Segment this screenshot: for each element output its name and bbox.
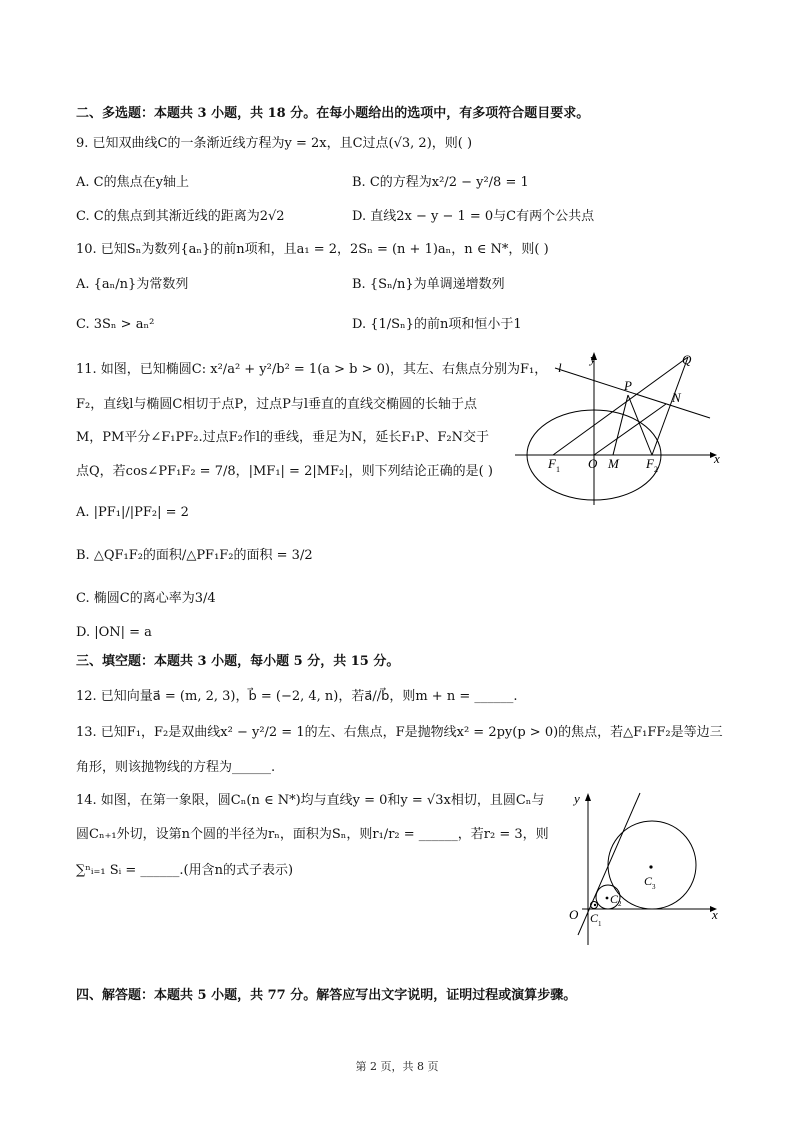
- label-c3-subscript: 3: [652, 883, 656, 891]
- label-x: x: [712, 907, 718, 922]
- section-3-heading: 三、填空题：本题共 3 小题，每小题 5 分，共 15 分。: [76, 654, 400, 669]
- line-f1-q: [553, 357, 688, 455]
- label-y: y: [574, 791, 580, 806]
- center-c3: [649, 865, 652, 868]
- question-13-line-2: 角形，则该抛物线的方程为______.: [76, 760, 276, 775]
- line-p-m: [613, 395, 628, 455]
- q9-option-c: C. C的焦点到其渐近线的距离为2√2: [76, 209, 285, 224]
- label-c2-subscript: 2: [618, 900, 622, 908]
- q11-option-a: A. |PF₁|/|PF₂| = 2: [76, 505, 189, 520]
- center-c1: [594, 904, 596, 906]
- q10-option-b: B. {Sₙ/n}为单调递增数列: [352, 277, 505, 292]
- question-11-line-1: 11. 如图，已知椭圆C: x²/a² + y²/b² = 1(a > b > 0)，其左、右焦点分别为F₁，: [76, 362, 548, 377]
- question-11-line-3: M，PM平分∠F₁PF₂.过点F₂作l的垂线，垂足为N，延长F₁P、F₂N交于: [76, 430, 489, 445]
- question-11-line-2: F₂，直线l与椭圆C相切于点P，过点P与l垂直的直线交椭圆的长轴于点: [76, 397, 477, 412]
- q9-option-a: A. C的焦点在y轴上: [76, 175, 189, 190]
- label-q: Q: [682, 352, 692, 367]
- question-11-line-4: 点Q，若cos∠PF₁F₂ = 7/8，|MF₁| = 2|MF₂|，则下列结论正确的是( ): [76, 464, 493, 479]
- q11-option-d: D. |ON| = a: [76, 625, 152, 640]
- question-14-line-1: 14. 如图，在第一象限，圆Cₙ(n ∈ N*)均与直线y = 0和y = √3x相切，且圆Cₙ与: [76, 793, 545, 808]
- label-c1-subscript: 1: [598, 920, 602, 928]
- label-o: O: [569, 907, 579, 922]
- question-14-line-2: 圆Cₙ₊₁外切，设第n个圆的半径为rₙ，面积为Sₙ，则r₁/r₂ = ______，若r₂ = 3，则: [76, 827, 549, 842]
- line-p-f2: [628, 395, 652, 455]
- q10-option-c: C. 3Sₙ > aₙ²: [76, 317, 155, 332]
- circles-figure: [560, 785, 730, 950]
- y-axis-arrow: [585, 793, 591, 801]
- circle-c3: [608, 821, 696, 909]
- question-14-line-3: ∑ⁿᵢ₌₁ Sᵢ = ______.(用含n的式子表示): [76, 863, 294, 878]
- ellipse-figure: [510, 340, 730, 510]
- label-l: l: [558, 360, 562, 375]
- label-f1: F: [548, 456, 556, 471]
- label-p: P: [624, 378, 632, 393]
- section-2-heading: 二、多选题：本题共 3 小题，共 18 分。在每小题给出的选项中，有多项符合题目要求。: [76, 106, 590, 121]
- tangent-line-l: [555, 368, 710, 418]
- label-c1: C: [590, 911, 599, 925]
- label-m: M: [608, 456, 619, 471]
- line-f2-q: [652, 357, 688, 455]
- question-12: 12. 已知向量a⃗ = (m, 2, 3)，b⃗ = (−2, 4, n)，若a⃗//b⃗，则m + n = ______.: [76, 689, 518, 704]
- q9-option-b: B. C的方程为x²/2 − y²/8 = 1: [352, 175, 529, 190]
- label-n: N: [672, 390, 681, 405]
- q11-option-c: C. 椭圆C的离心率为3/4: [76, 591, 216, 606]
- label-y: y: [590, 351, 596, 366]
- label-o: O: [588, 456, 598, 471]
- line-y-sqrt3x: [578, 793, 640, 935]
- label-c3: C: [644, 874, 653, 888]
- question-13-line-1: 13. 已知F₁，F₂是双曲线x² − y²/2 = 1的左、右焦点，F是抛物线x² = 2py(p > 0)的焦点，若△F₁FF₂是等边三: [76, 725, 723, 740]
- label-f2-subscript: 2: [654, 465, 658, 474]
- q11-option-b: B. △QF₁F₂的面积/△PF₁F₂的面积 = 3/2: [76, 548, 313, 563]
- center-c2: [606, 897, 609, 900]
- label-x: x: [714, 451, 720, 466]
- page-footer: 第 2 页，共 8 页: [355, 1060, 439, 1073]
- q9-option-d: D. 直线2x − y − 1 = 0与C有两个公共点: [352, 209, 595, 224]
- q10-option-a: A. {aₙ/n}为常数列: [76, 277, 189, 292]
- q10-option-d: D. {1/Sₙ}的前n项和恒小于1: [352, 317, 522, 332]
- question-10-stem: 10. 已知Sₙ为数列{aₙ}的前n项和，且a₁ = 2，2Sₙ = (n + 1)aₙ，n ∈ N*，则( ): [76, 242, 549, 257]
- label-c2: C: [610, 892, 619, 906]
- label-f1-subscript: 1: [556, 465, 560, 474]
- question-9-stem: 9. 已知双曲线C的一条渐近线方程为y = 2x，且C过点(√3, 2)，则( ): [76, 136, 473, 151]
- section-4-heading: 四、解答题：本题共 5 小题，共 77 分。解答应写出文字说明，证明过程或演算步骤。: [76, 988, 577, 1003]
- label-f2: F: [646, 456, 654, 471]
